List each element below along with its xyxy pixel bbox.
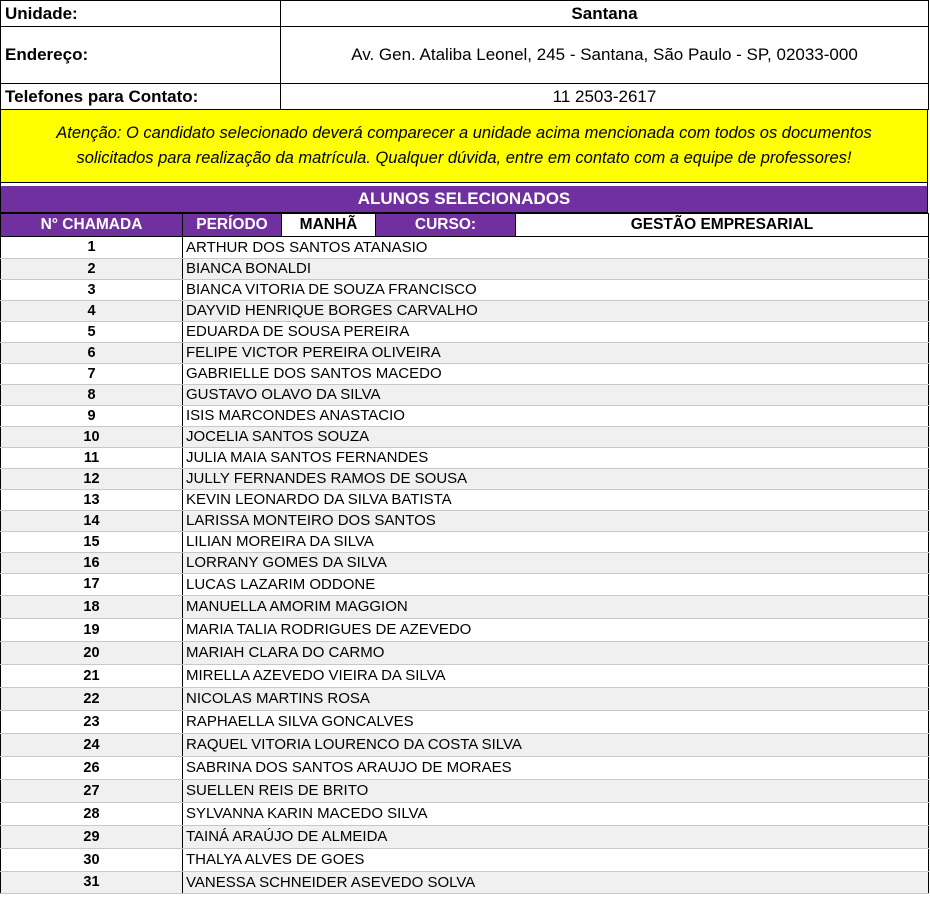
table-row xyxy=(1,664,929,687)
student-name: LILIAN MOREIRA DA SILVA xyxy=(183,531,929,552)
table-row xyxy=(1,489,929,510)
table-row xyxy=(1,426,929,447)
table-row xyxy=(1,641,929,664)
student-name: EDUARDA DE SOUSA PEREIRA xyxy=(183,321,929,342)
call-number: 31 xyxy=(1,871,183,893)
student-name: NICOLAS MARTINS ROSA xyxy=(183,687,929,710)
table-row xyxy=(1,710,929,733)
student-name: RAPHAELLA SILVA GONCALVES xyxy=(183,710,929,733)
table-row xyxy=(1,552,929,573)
period-value: MANHÃ xyxy=(282,214,376,237)
table-row xyxy=(1,258,929,279)
table-row xyxy=(1,618,929,641)
student-name: SABRINA DOS SANTOS ARAUJO DE MORAES xyxy=(183,756,929,779)
table-row xyxy=(1,573,929,595)
student-name: LARISSA MONTEIRO DOS SANTOS xyxy=(183,510,929,531)
student-name: DAYVID HENRIQUE BORGES CARVALHO xyxy=(183,300,929,321)
table-row xyxy=(1,300,929,321)
table-row xyxy=(1,687,929,710)
call-number: 10 xyxy=(1,426,183,447)
table-row xyxy=(1,779,929,802)
student-name: LUCAS LAZARIM ODDONE xyxy=(183,573,929,595)
call-number: 5 xyxy=(1,321,183,342)
call-number: 22 xyxy=(1,687,183,710)
student-name: MARIAH CLARA DO CARMO xyxy=(183,641,929,664)
call-number: 14 xyxy=(1,510,183,531)
address-row xyxy=(1,27,929,84)
call-number: 16 xyxy=(1,552,183,573)
call-number: 30 xyxy=(1,848,183,871)
student-name: TAINÁ ARAÚJO DE ALMEIDA xyxy=(183,825,929,848)
student-name: BIANCA BONALDI xyxy=(183,258,929,279)
table-row xyxy=(1,321,929,342)
table-row xyxy=(1,531,929,552)
student-name: MANUELLA AMORIM MAGGION xyxy=(183,595,929,618)
student-name: SYLVANNA KARIN MACEDO SILVA xyxy=(183,802,929,825)
call-number: 12 xyxy=(1,468,183,489)
table-row xyxy=(1,595,929,618)
student-name: GABRIELLE DOS SANTOS MACEDO xyxy=(183,363,929,384)
notice-line-2: solicitados para realização da matrícula. Qualquer dúvida, entre em contato com a equipe de professores! xyxy=(76,149,852,167)
table-row xyxy=(1,802,929,825)
call-number: 6 xyxy=(1,342,183,363)
student-name: JULIA MAIA SANTOS FERNANDES xyxy=(183,447,929,468)
call-number: 8 xyxy=(1,384,183,405)
student-name: KEVIN LEONARDO DA SILVA BATISTA xyxy=(183,489,929,510)
table-row xyxy=(1,405,929,426)
call-number: 15 xyxy=(1,531,183,552)
call-number: 4 xyxy=(1,300,183,321)
call-number: 20 xyxy=(1,641,183,664)
student-name: FELIPE VICTOR PEREIRA OLIVEIRA xyxy=(183,342,929,363)
course-header xyxy=(0,213,929,237)
student-list xyxy=(0,237,929,894)
unit-label: Unidade: xyxy=(1,1,281,27)
unit-value: Santana xyxy=(281,1,929,27)
call-number: 21 xyxy=(1,664,183,687)
student-name: LORRANY GOMES DA SILVA xyxy=(183,552,929,573)
table-row xyxy=(1,468,929,489)
call-number: 13 xyxy=(1,489,183,510)
unit-info-table xyxy=(0,0,929,110)
notice-box xyxy=(0,110,928,183)
call-number: 27 xyxy=(1,779,183,802)
student-name: JULLY FERNANDES RAMOS DE SOUSA xyxy=(183,468,929,489)
student-name: RAQUEL VITORIA LOURENCO DA COSTA SILVA xyxy=(183,733,929,756)
table-row xyxy=(1,848,929,871)
phone-label: Telefones para Contato: xyxy=(1,84,281,110)
table-row xyxy=(1,825,929,848)
table-row xyxy=(1,871,929,893)
student-name: BIANCA VITORIA DE SOUZA FRANCISCO xyxy=(183,279,929,300)
call-number: 19 xyxy=(1,618,183,641)
course-label: CURSO: xyxy=(376,214,516,237)
student-name: ARTHUR DOS SANTOS ATANASIO xyxy=(183,237,929,258)
call-number: 23 xyxy=(1,710,183,733)
table-row xyxy=(1,384,929,405)
phone-value: 11 2503-2617 xyxy=(281,84,929,110)
call-number: 28 xyxy=(1,802,183,825)
call-number: 9 xyxy=(1,405,183,426)
student-name: GUSTAVO OLAVO DA SILVA xyxy=(183,384,929,405)
selected-students-banner: ALUNOS SELECIONADOS xyxy=(0,186,928,213)
table-row xyxy=(1,756,929,779)
phone-row xyxy=(1,84,929,110)
course-value: GESTÃO EMPRESARIAL xyxy=(516,214,929,237)
call-number: 18 xyxy=(1,595,183,618)
call-number: 17 xyxy=(1,573,183,595)
call-number: 29 xyxy=(1,825,183,848)
table-row xyxy=(1,363,929,384)
notice-line-1: Atenção: O candidato selecionado deverá comparecer a unidade acima mencionada com todos os documentos xyxy=(56,124,872,142)
student-name: THALYA ALVES DE GOES xyxy=(183,848,929,871)
call-number: 11 xyxy=(1,447,183,468)
student-name: MARIA TALIA RODRIGUES DE AZEVEDO xyxy=(183,618,929,641)
table-row xyxy=(1,510,929,531)
call-number: 26 xyxy=(1,756,183,779)
call-number-header: N° CHAMADA xyxy=(1,214,183,237)
call-number: 2 xyxy=(1,258,183,279)
student-name: VANESSA SCHNEIDER ASEVEDO SOLVA xyxy=(183,871,929,893)
call-number: 7 xyxy=(1,363,183,384)
period-label: PERÍODO xyxy=(183,214,282,237)
address-value: Av. Gen. Ataliba Leonel, 245 - Santana, São Paulo - SP, 02033-000 xyxy=(281,27,929,84)
address-label: Endereço: xyxy=(1,27,281,84)
call-number: 1 xyxy=(1,237,183,258)
student-name: SUELLEN REIS DE BRITO xyxy=(183,779,929,802)
call-number: 24 xyxy=(1,733,183,756)
table-row xyxy=(1,733,929,756)
student-name: ISIS MARCONDES ANASTACIO xyxy=(183,405,929,426)
table-row xyxy=(1,279,929,300)
call-number: 3 xyxy=(1,279,183,300)
table-row xyxy=(1,447,929,468)
unit-row xyxy=(1,1,929,27)
student-name: JOCELIA SANTOS SOUZA xyxy=(183,426,929,447)
student-name: MIRELLA AZEVEDO VIEIRA DA SILVA xyxy=(183,664,929,687)
table-row xyxy=(1,237,929,258)
table-row xyxy=(1,342,929,363)
